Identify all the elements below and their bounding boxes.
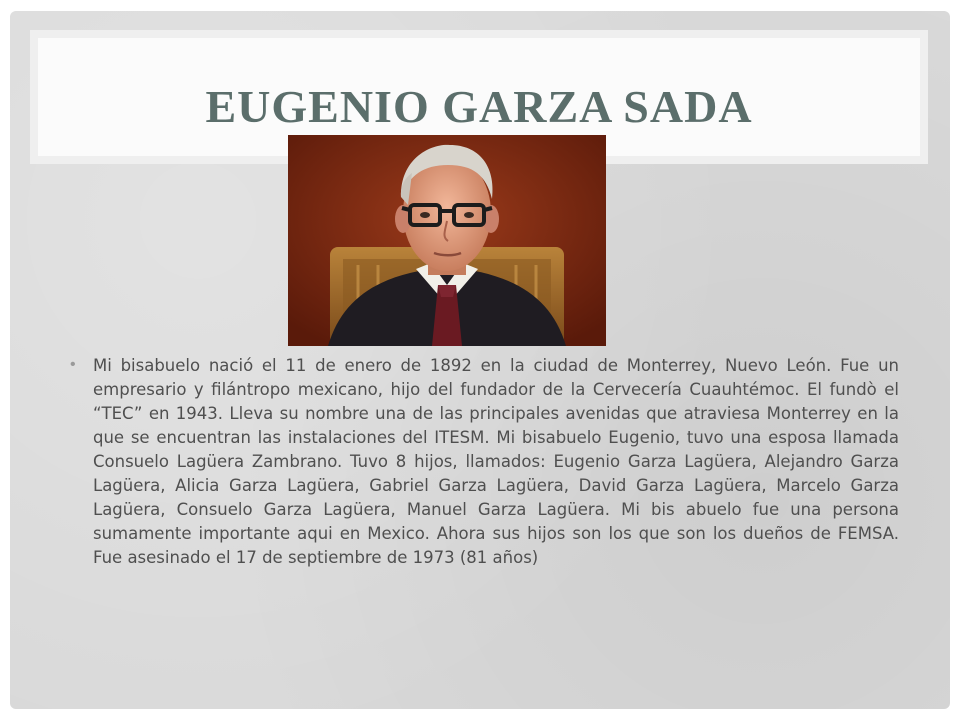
- portrait-illustration: [288, 135, 606, 346]
- biography-paragraph: Mi bisabuelo nació el 11 de enero de 1892 en la ciudad de Monterrey, Nuevo León. Fue un empresario y filántropo mexicano, hijo del fundador de la Cervecería Cuauhtémoc. El fundò el “TEC” en 1943. Lleva su nombre una de las principales avenidas que atraviesa Monterrey en la que se encuentran las instalaciones del ITESM. Mi bisabuelo Eugenio, tuvo una esposa llamada Consuelo Lagüera Zambrano. Tuvo 8 hijos, llamados: Eugenio Garza Lagüera, Alejandro Garza Lagüera, Alicia Garza Lagüera, Gabriel Garza Lagüera, David Garza Lagüera, Marcelo Garza Lagüera, Consuelo Garza Lagüera, Manuel Garza Lagüera. Mi bis abuelo fue una persona sumamente importante aqui en Mexico. Ahora sus hijos son los que son los dueños de FEMSA. Fue asesinado el 17 de septiembre de 1973 (81 años): [93, 356, 899, 567]
- bullet-marker: •: [70, 356, 76, 373]
- portrait-photo: [288, 135, 606, 346]
- slide-title: EUGENIO GARZA SADA: [205, 81, 753, 132]
